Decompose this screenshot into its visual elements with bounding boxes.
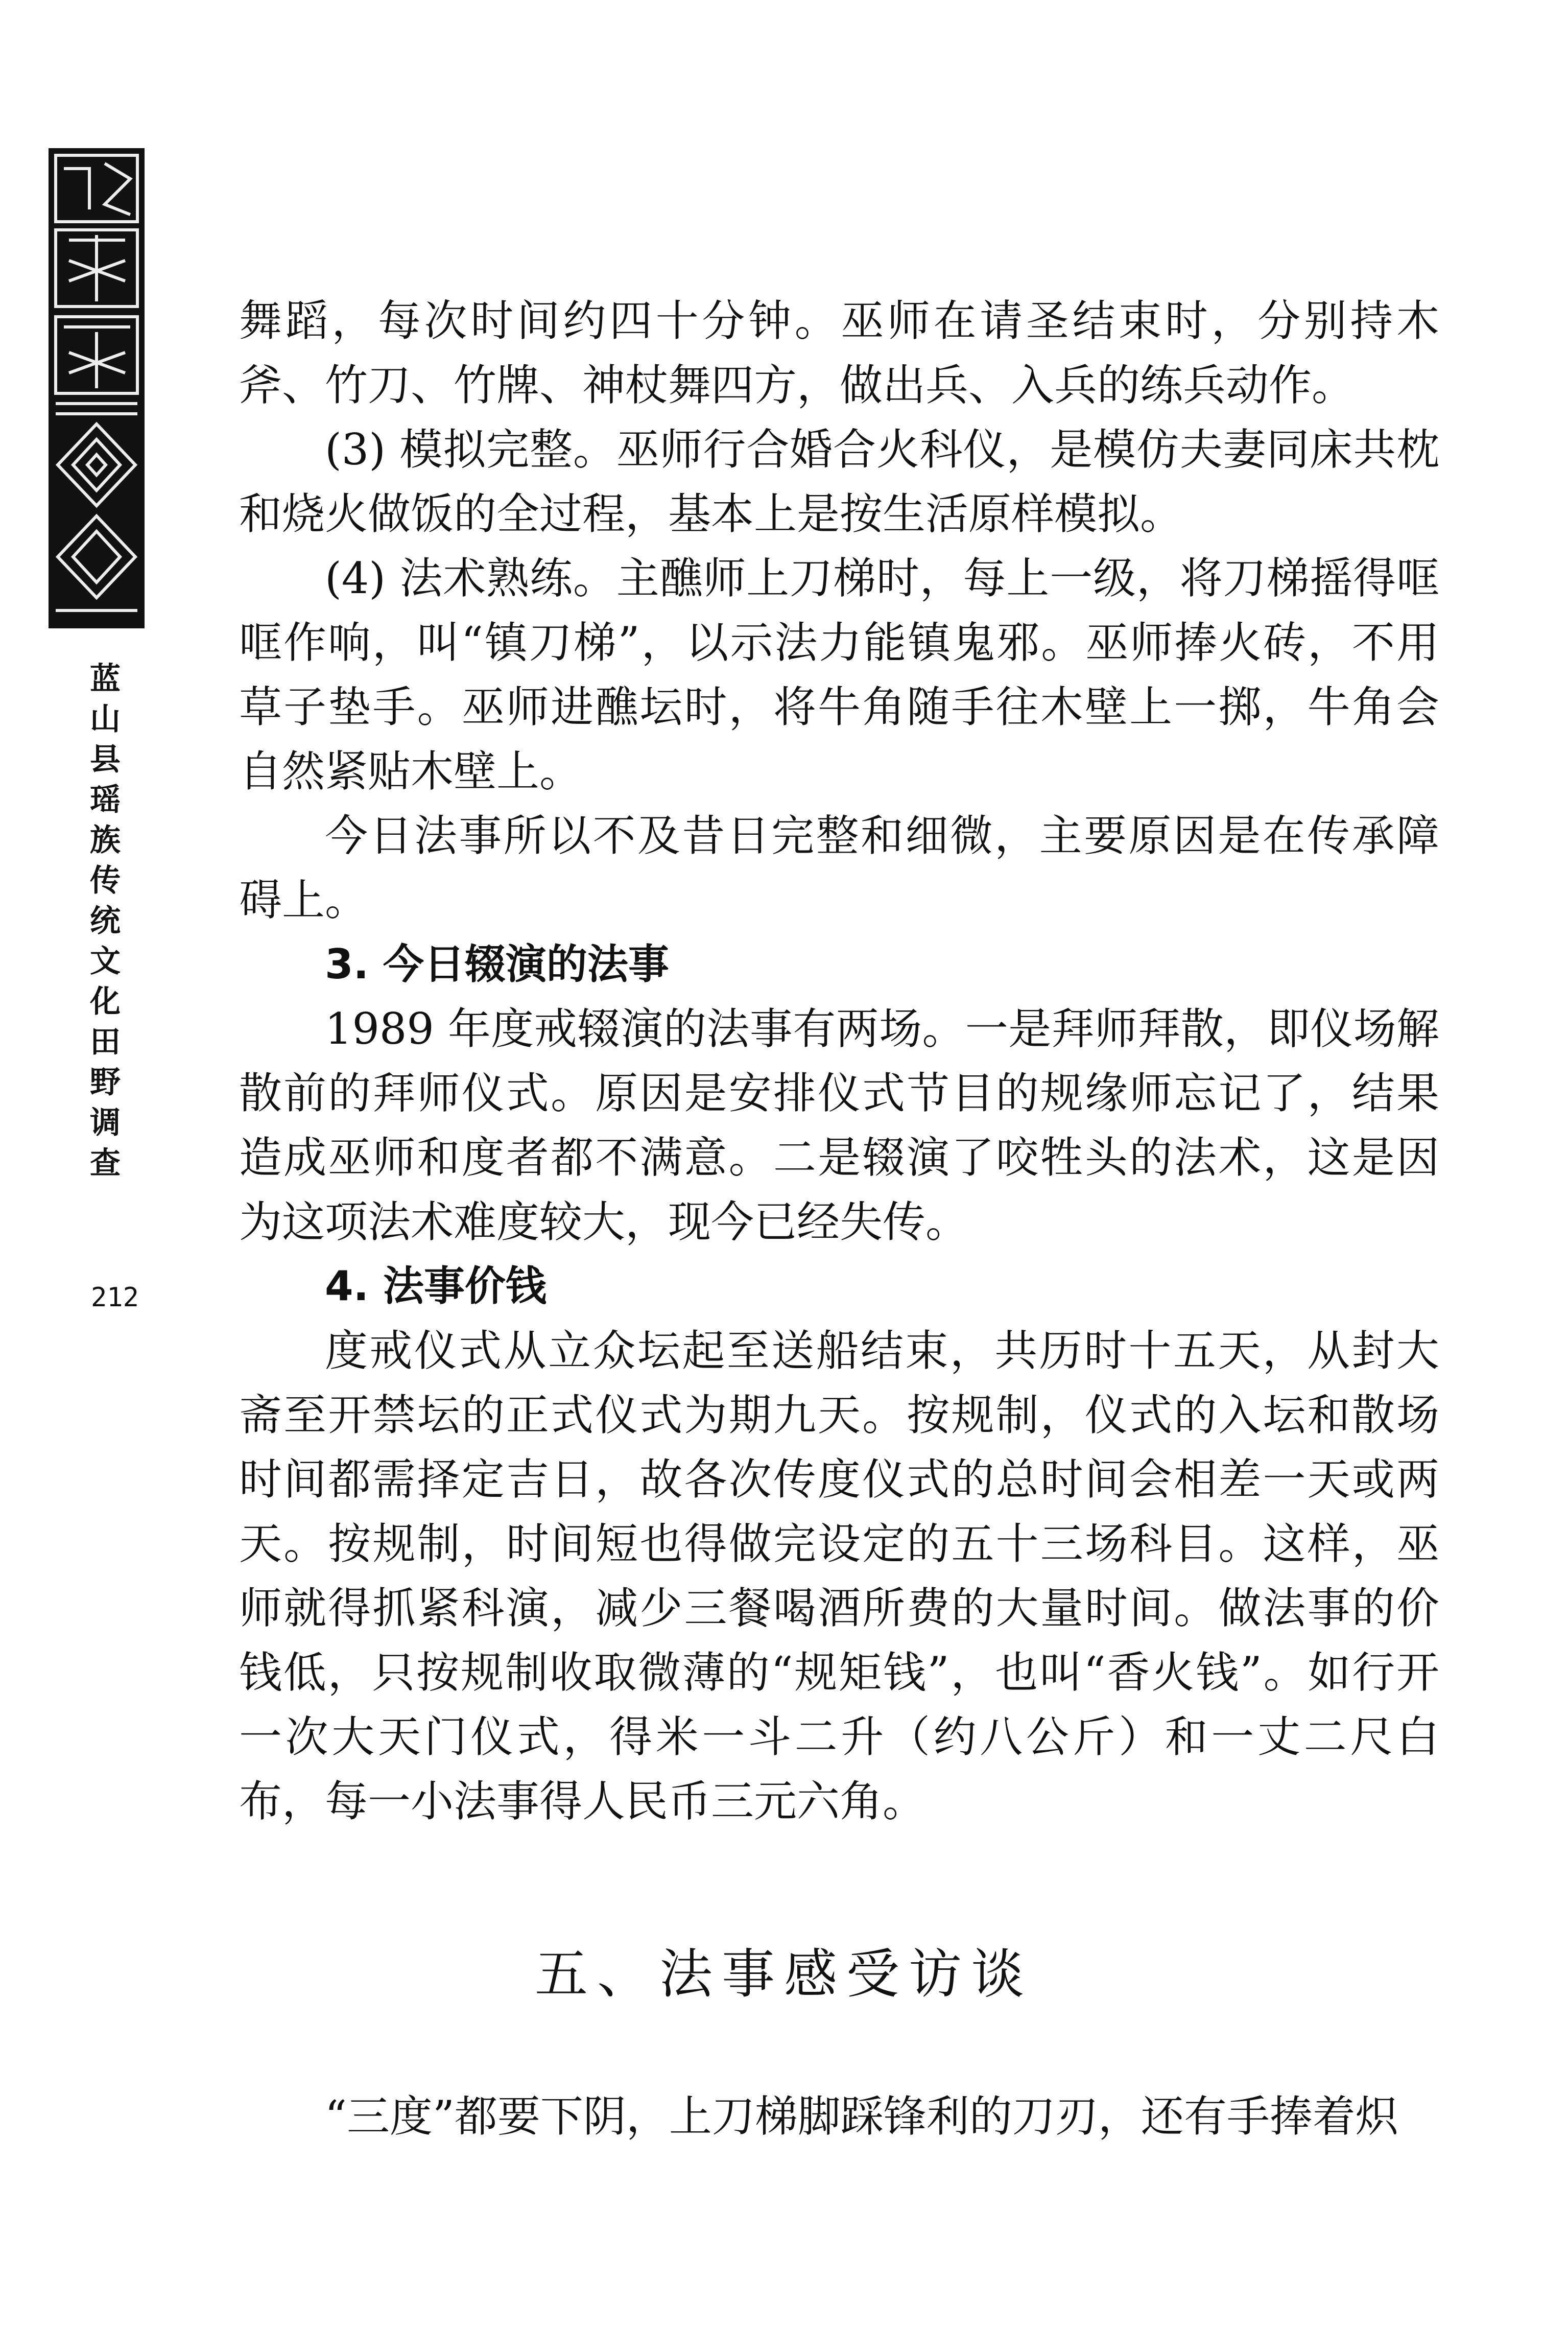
title-char: 化	[90, 984, 121, 1020]
page-number: 212	[91, 1282, 139, 1313]
title-char: 瑶	[90, 782, 121, 818]
paragraph: “三度”都要下阴，上刀梯脚踩锋利的刀刃，还有手捧着炽	[325, 2091, 1398, 2142]
title-char: 田	[90, 1024, 121, 1060]
title-char: 族	[90, 822, 121, 858]
paragraph: 度戒仪式从立众坛起至送船结束，共历时十五天，从封大斋至开禁坛的正式仪式为期九天。按规制，仪式的入坛和散场时间都需择定吉日，故各次传度仪式的总时间会相差一天或两天。按规制，时间短也得做完设定的五十三场科目。这样，巫师就得抓紧科演，减少三餐喝酒所费的大量时间。做法事的价钱低，只按规制收取微薄的“规矩钱”，也叫“香火钱”。如行开一次大天门仪式，得米一斗二升（约八公斤）和一丈二尺白布，每一小法事得人民币三元六角。	[239, 1326, 1439, 1826]
title-char: 县	[90, 742, 121, 778]
margin-decoration	[49, 148, 145, 628]
title-char: 野	[90, 1065, 121, 1100]
subheading: 3. 今日辍演的法事	[325, 940, 669, 988]
body-text	[239, 289, 1439, 1833]
title-char: 调	[90, 1105, 121, 1141]
title-char: 文	[90, 944, 121, 979]
paragraph: (4) 法术熟练。主醮师上刀梯时，每上一级，将刀梯摇得哐哐作响，叫“镇刀梯”，以示法力能镇鬼邪。巫师捧火砖，不用草子垫手。巫师进醮坛时，将牛角随手往木壁上一掷，牛角会自然紧贴木壁上。	[239, 553, 1439, 796]
subheading: 4. 法事价钱	[325, 1262, 547, 1310]
paragraph: 舞蹈，每次时间约四十分钟。巫师在请圣结束时，分别持木斧、竹刀、竹牌、神杖舞四方，做出兵、入兵的练兵动作。	[239, 296, 1439, 410]
paragraph: 今日法事所以不及昔日完整和细微，主要原因是在传承障碍上。	[239, 811, 1439, 925]
title-char: 统	[90, 903, 121, 939]
title-char: 蓝	[90, 661, 121, 697]
paragraph: 1989 年度戒辍演的法事有两场。一是拜师拜散，即仪场解散前的拜师仪式。原因是安排仪式节目的规缘师忘记了，结果造成巫师和度者都不满意。二是辍演了咬牲头的法术，这是因为这项法术难度较大，现今已经失传。	[239, 1004, 1439, 1247]
title-char: 传	[90, 863, 121, 899]
running-title	[85, 659, 126, 1184]
section-heading: 五、法事感受访谈	[534, 1943, 1033, 2005]
paragraph: (3) 模拟完整。巫师行合婚合火科仪，是模仿夫妻同床共枕和烧火做饭的全过程，基本上是按生活原样模拟。	[239, 425, 1439, 539]
pattern-graphic	[49, 148, 145, 628]
title-char: 山	[90, 701, 121, 737]
title-char: 查	[90, 1145, 121, 1181]
